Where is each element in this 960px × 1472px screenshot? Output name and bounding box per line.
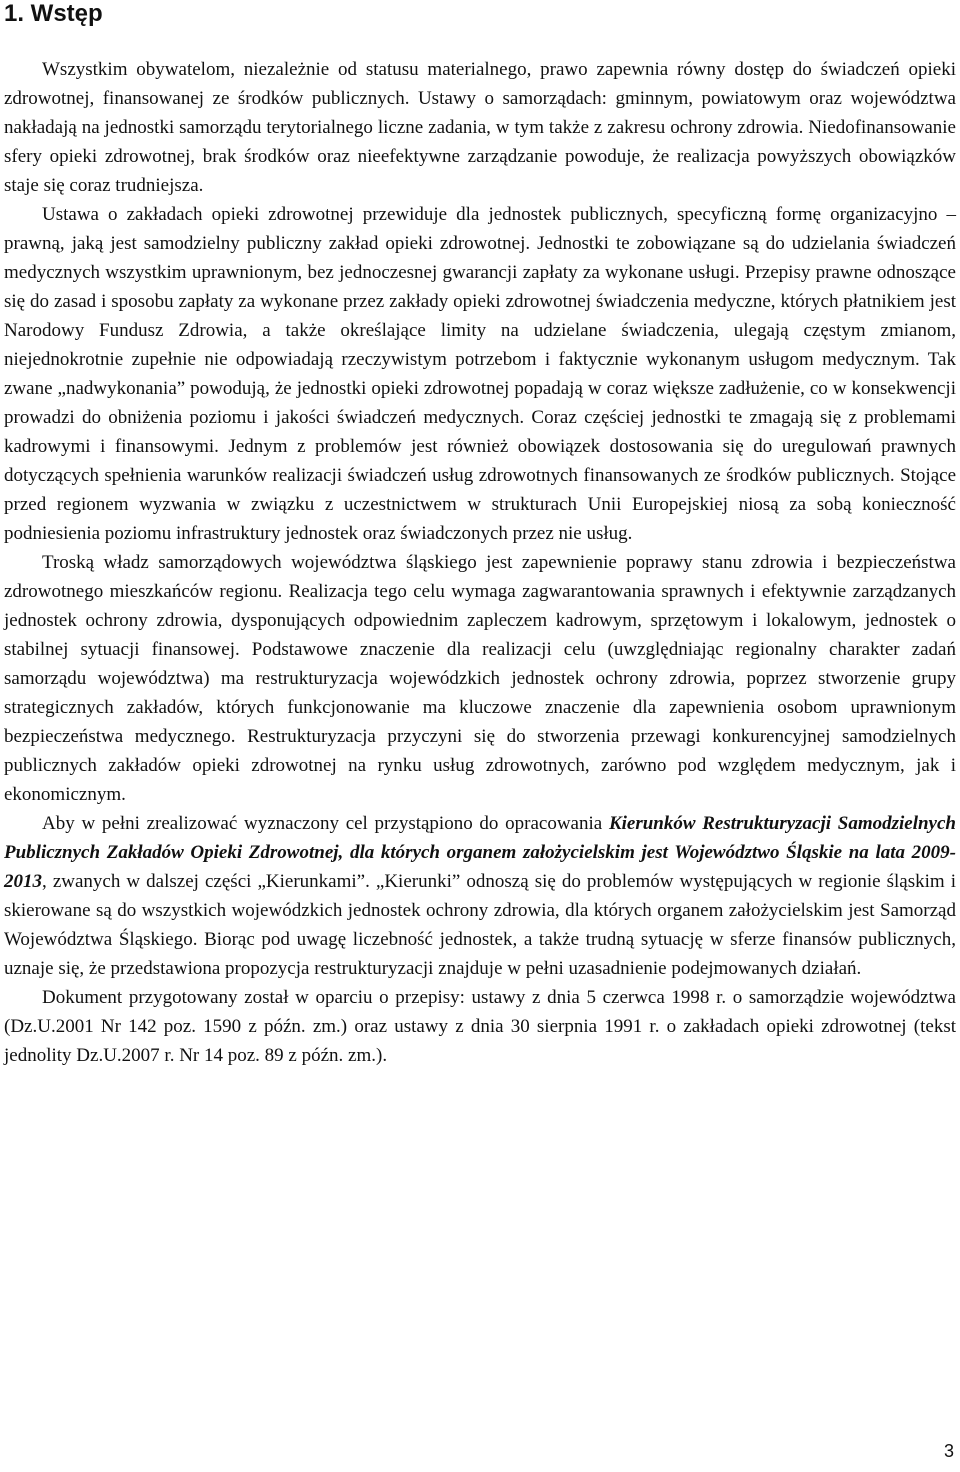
paragraph-legal-form: Ustawa o zakładach opieki zdrowotnej przewiduje dla jednostek publicznych, specyficzną formę organizacyjno – prawną, jaką jest samodzielny publiczny zakład opieki zdrowotnej. Jednostki te zobowiązane są do udzielania świadczeń medycznych wszystkim uprawnionym, bez jednoczesnej gwarancji zapłaty za wykonane usługi. Przepisy prawne odnoszące się do zasad i sposobu zapłaty za wykonane przez zakłady opieki zdrowotnej świadczenia medyczne, których płatnikiem jest Narodowy Fundusz Zdrowia, a także określające limity na udzielane świadczenia, ulegają częstym zmianom, niejednokrotnie zupełnie nie odpowiadają rzeczywistym potrzebom i faktycznie wykonanym usługom medycznym. Tak zwane „nadwykonania” powodują, że jednostki opieki zdrowotnej popadają w coraz większe zadłużenie, co w konsekwencji prowadzi do obniżenia poziomu i jakości świadczeń medycznych. Coraz częściej jednostki te zmagają się z problemami kadrowymi i finansowymi. Jednym z problemów jest również obowiązek dostosowania się do uregulowań prawnych dotyczących spełnienia warunków realizacji świadczeń usług zdrowotnych finansowanych ze środków publicznych. Stojące przed regionem wyzwania w związku z uczestnictwem w strukturach Unii Europejskiej niosą za sobą konieczność podniesienia poziomu infrastruktury jednostek oraz świadczonych przez nie usług.	[4, 204, 956, 544]
section-heading: 1. Wstęp	[4, 0, 103, 27]
paragraph-regional-goals: Troską władz samorządowych województwa śląskiego jest zapewnienie poprawy stanu zdrowia i bezpieczeństwa zdrowotnego mieszkańców regionu. Realizacja tego celu wymaga zagwarantowania sprawnych i efektywnie zarządzanych jednostek ochrony zdrowia, dysponujących odpowiednim zapleczem kadrowym, sprzętowym i lokalowym, jednostek o stabilnej sytuacji finansowej. Podstawowe znaczenie dla realizacji celu (uwzględniając regionalny charakter zadań samorządu województwa) ma restrukturyzacja wojewódzkich jednostek ochrony zdrowia, poprzez stworzenie grupy strategicznych zakładów, których funkcjonowanie ma kluczowe znaczenie dla zapewnienia osobom uprawnionym bezpieczeństwa medycznego. Restrukturyzacja przyczyni się do stworzenia przewagi konkurencyjnej samodzielnych publicznych zakładów opieki zdrowotnej na rynku usług zdrowotnych, zarówno pod względem medycznym, jak i ekonomicznym.	[4, 552, 956, 805]
paragraph-directions-end: , zwanych w dalszej części „Kierunkami”. „Kierunki” odnoszą się do problemów występujących w regionie śląskim i skierowane są do wszystkich wojewódzkich jednostek ochrony zdrowia, dla których organem założycielskim jest Samorząd Województwa Śląskiego. Biorąc pod uwagę liczebność jednostek, a także trudną sytuację w sferze finansów publicznych, uznaje się, że przedstawiona propozycja restrukturyzacji znajduje w pełni uzasadnienie podejmowanych działań.	[4, 871, 956, 979]
paragraph-directions	[4, 809, 956, 983]
paragraph-legal-basis: Dokument przygotowany został w oparciu o przepisy: ustawy z dnia 5 czerwca 1998 r. o samorządzie województwa (Dz.U.2001 Nr 142 poz. 1590 z późn. zm.) oraz ustawy z dnia 30 sierpnia 1991 r. o zakładach opieki zdrowotnej (tekst jednolity Dz.U.2007 r. Nr 14 poz. 89 z późn. zm.).	[4, 987, 956, 1066]
document-body	[4, 55, 956, 1070]
paragraph-intro: Wszystkim obywatelom, niezależnie od statusu materialnego, prawo zapewnia równy dostęp do świadczeń opieki zdrowotnej, finansowanej ze środków publicznych. Ustawy o samorządach: gminnym, powiatowym oraz województwa nakładają na jednostki samorządu terytorialnego liczne zadania, w tym także z zakresu ochrony zdrowia. Niedofinansowanie sfery opieki zdrowotnej, brak środków oraz nieefektywne zarządzanie powoduje, że realizacja powyższych obowiązków staje się coraz trudniejsza.	[4, 59, 956, 196]
page-number: 3	[943, 1441, 954, 1461]
document-title-emphasis: Kierunków Restrukturyzacji Samodzielnych Publicznych Zakładów Opieki Zdrowotnej, dla których organem założycielskim jest Województwo Śląskie na lata 2009-2013	[4, 813, 956, 892]
paragraph-directions-start: Aby w pełni zrealizować wyznaczony cel przystąpiono do opracowania	[42, 813, 609, 834]
